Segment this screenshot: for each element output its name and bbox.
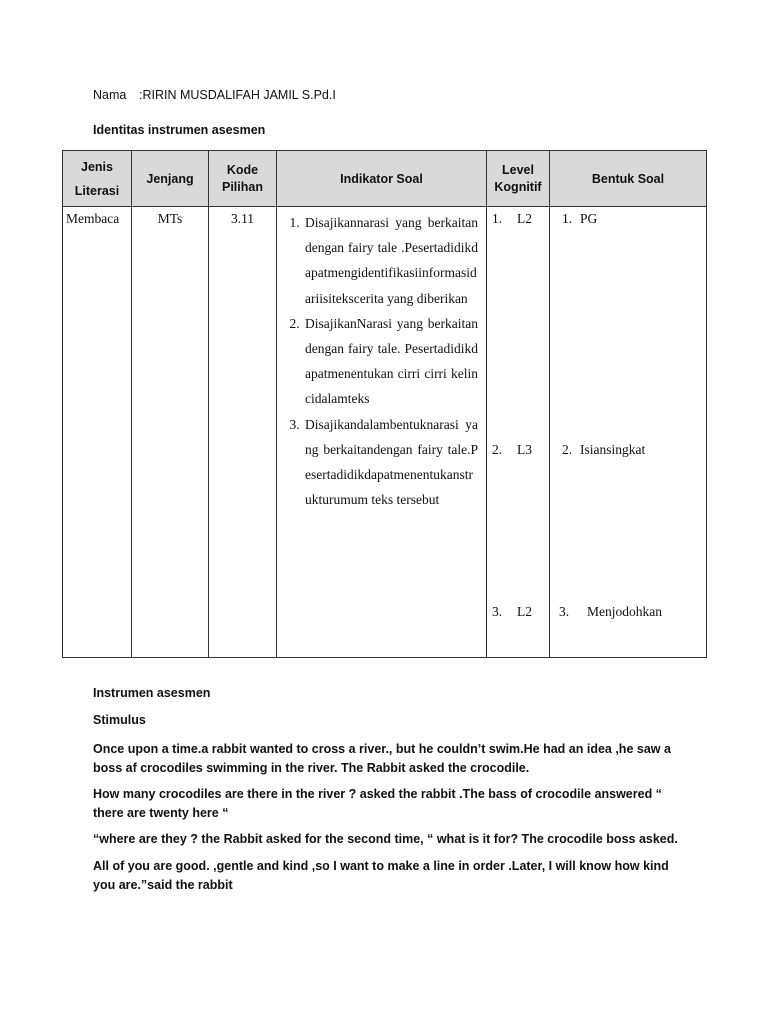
header-jenjang: Jenjang [132, 151, 209, 207]
bentuk-item-2 [562, 442, 645, 458]
bentuk-value: Isiansingkat [580, 442, 646, 457]
header-jenis-literasi [63, 151, 132, 207]
bentuk-num: 3. [559, 604, 570, 619]
bentuk-num: 1. [562, 211, 573, 226]
cell-kode [209, 207, 277, 658]
table-row [63, 207, 707, 658]
cell-indikator [277, 207, 487, 658]
bentuk-value: Menjodohkan [587, 604, 662, 619]
level-num: 2. [492, 442, 503, 457]
identitas-title: Identitas instrumen asesmen [93, 123, 266, 137]
cell-jenjang [132, 207, 209, 658]
level-item-3 [492, 604, 532, 620]
indikator-item: 2. DisajikanNarasi yang berkaitandengan fairy tale. Pesertadidikdapatmenentukan cirri cirri kelincidalamteks [303, 311, 478, 412]
bentuk-value: PG [580, 211, 598, 226]
level-value: L2 [517, 604, 532, 619]
stimulus-paragraph: “where are they ? the Rabbit asked for the second time, “ what is it for? The crocodile boss asked. [93, 832, 678, 846]
header-level-kognitif [487, 151, 550, 207]
level-num: 3. [492, 604, 503, 619]
bentuk-item-3 [559, 604, 662, 620]
table-header-row [63, 151, 707, 207]
jenis-value: Membaca [66, 211, 120, 226]
instrumen-title: Instrumen asesmen [93, 686, 211, 700]
stimulus-title: Stimulus [93, 713, 146, 727]
header-kode-line1: Kode [226, 162, 259, 177]
identitas-table [62, 150, 707, 658]
cell-bentuk [550, 207, 707, 658]
bentuk-num: 2. [562, 442, 573, 457]
header-jenis-line2: Literasi [74, 183, 120, 198]
stimulus-paragraph: How many crocodiles are there in the river ? asked the rabbit .The bass of crocodile answered “ there are twenty here “ [93, 787, 662, 820]
level-item-1 [492, 211, 532, 227]
bentuk-item-1 [562, 211, 597, 227]
kode-value: 3.11 [230, 211, 255, 226]
level-value: L2 [517, 211, 532, 226]
nama-line [93, 88, 336, 102]
header-indikator-soal: Indikator Soal [277, 151, 487, 207]
cell-jenis [63, 207, 132, 658]
level-item-2 [492, 442, 532, 458]
header-level-line2: Kognitif [494, 179, 542, 194]
indikator-item: 3. Disajikandalambentuknarasi yang berkaitandengan fairy tale.Pesertadidikdapatmenentukanstrukturumum teks tersebut [303, 412, 478, 513]
header-kode-pilihan [209, 151, 277, 207]
indikator-list [277, 207, 486, 512]
nama-value: :RIRIN MUSDALIFAH JAMIL S.Pd.I [139, 88, 336, 102]
header-bentuk-soal: Bentuk Soal [550, 151, 707, 207]
header-kode-line2: Pilihan [222, 179, 263, 194]
header-level-line1: Level [502, 162, 534, 177]
header-jenis-line1: Jenis [81, 159, 113, 174]
jenjang-value: MTs [157, 211, 183, 226]
indikator-item: 1. Disajikannarasi yang berkaitandengan fairy tale .Pesertadidikdapatmengidentifikasiinformasidariisitekscerita yang diberikan [303, 210, 478, 311]
stimulus-paragraph: Once upon a time.a rabbit wanted to cross a river., but he couldn’t swim.He had an idea ,he saw a boss af crocodiles swimming in the river. The Rabbit asked the crocodile. [93, 742, 671, 775]
cell-level [487, 207, 550, 658]
nama-label: Nama [93, 88, 127, 102]
level-num: 1. [492, 211, 503, 226]
level-value: L3 [517, 442, 532, 457]
stimulus-paragraph: All of you are good. ,gentle and kind ,so I want to make a line in order .Later, I will know how kind you are.”said the rabbit [93, 859, 669, 892]
